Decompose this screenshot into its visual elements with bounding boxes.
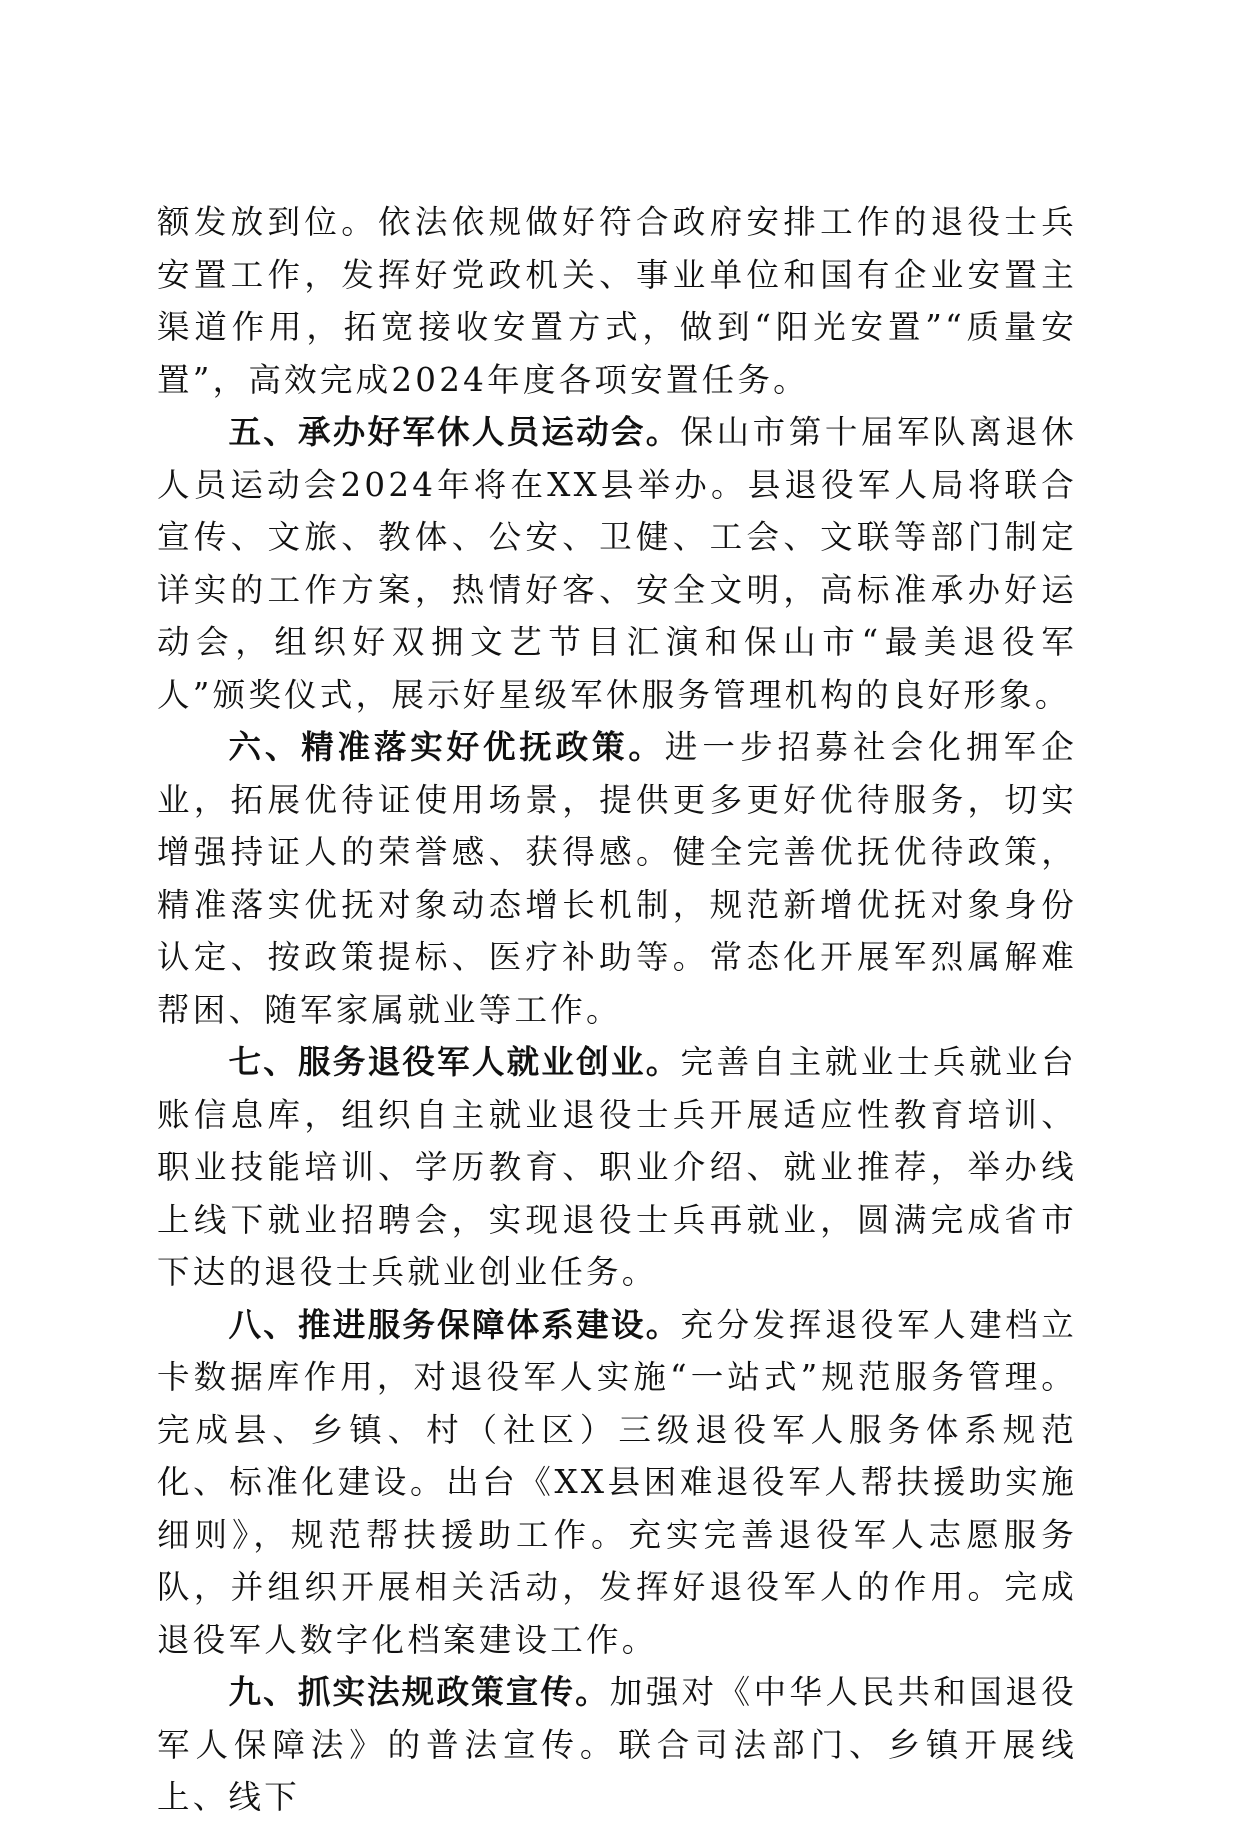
paragraph-body: 加强对《中华人民共和国退役军人保障法》的普法宣传。联合司法部门、乡镇开展线上、线下 xyxy=(157,1673,1077,1816)
paragraph-section-7 xyxy=(157,1036,1077,1299)
section-heading: 六、精准落实好优抚政策。 xyxy=(228,728,665,766)
document-page xyxy=(157,196,1077,1824)
paragraph-section-6 xyxy=(157,721,1077,1036)
section-heading: 五、承办好军休人员运动会。 xyxy=(228,413,681,451)
section-heading: 九、抓实法规政策宣传。 xyxy=(228,1673,610,1711)
paragraph-section-9 xyxy=(157,1666,1077,1824)
section-heading: 七、服务退役军人就业创业。 xyxy=(228,1043,681,1081)
paragraph-section-5 xyxy=(157,406,1077,721)
paragraph-section-8 xyxy=(157,1299,1077,1667)
paragraph-body: 进一步招募社会化拥军企业，拓展优待证使用场景，提供更多更好优待服务，切实增强持证人的荣誉感、获得感。健全完善优抚优待政策，精准落实优抚对象动态增长机制，规范新增优抚对象身份认定、按政策提标、医疗补助等。常态化开展军烈属解难帮困、随军家属就业等工作。 xyxy=(157,728,1077,1029)
paragraph-body: 额发放到位。依法依规做好符合政府安排工作的退役士兵安置工作，发挥好党政机关、事业单位和国有企业安置主渠道作用，拓宽接收安置方式，做到“阳光安置”“质量安置”，高效完成2024年度各项安置任务。 xyxy=(157,203,1077,399)
section-heading: 八、推进服务保障体系建设。 xyxy=(228,1305,681,1344)
paragraph-body: 充分发挥退役军人建档立卡数据库作用，对退役军人实施“一站式”规范服务管理。完成县、乡镇、村（社区）三级退役军人服务体系规范化、标准化建设。出台《XX县困难退役军人帮扶援助实施细则》，规范帮扶援助工作。充实完善退役军人志愿服务队，并组织开展相关活动，发挥好退役军人的作用。完成退役军人数字化档案建设工作。 xyxy=(157,1305,1077,1659)
paragraph-continuation xyxy=(157,196,1077,406)
paragraph-body: 保山市第十届军队离退休人员运动会2024年将在XX县举办。县退役军人局将联合宣传、文旅、教体、公安、卫健、工会、文联等部门制定详实的工作方案，热情好客、安全文明，高标准承办好运动会，组织好双拥文艺节目汇演和保山市“最美退役军人”颁奖仪式，展示好星级军休服务管理机构的良好形象。 xyxy=(157,413,1077,714)
paragraph-body: 完善自主就业士兵就业台账信息库，组织自主就业退役士兵开展适应性教育培训、职业技能培训、学历教育、职业介绍、就业推荐，举办线上线下就业招聘会，实现退役士兵再就业，圆满完成省市下达的退役士兵就业创业任务。 xyxy=(157,1043,1077,1291)
